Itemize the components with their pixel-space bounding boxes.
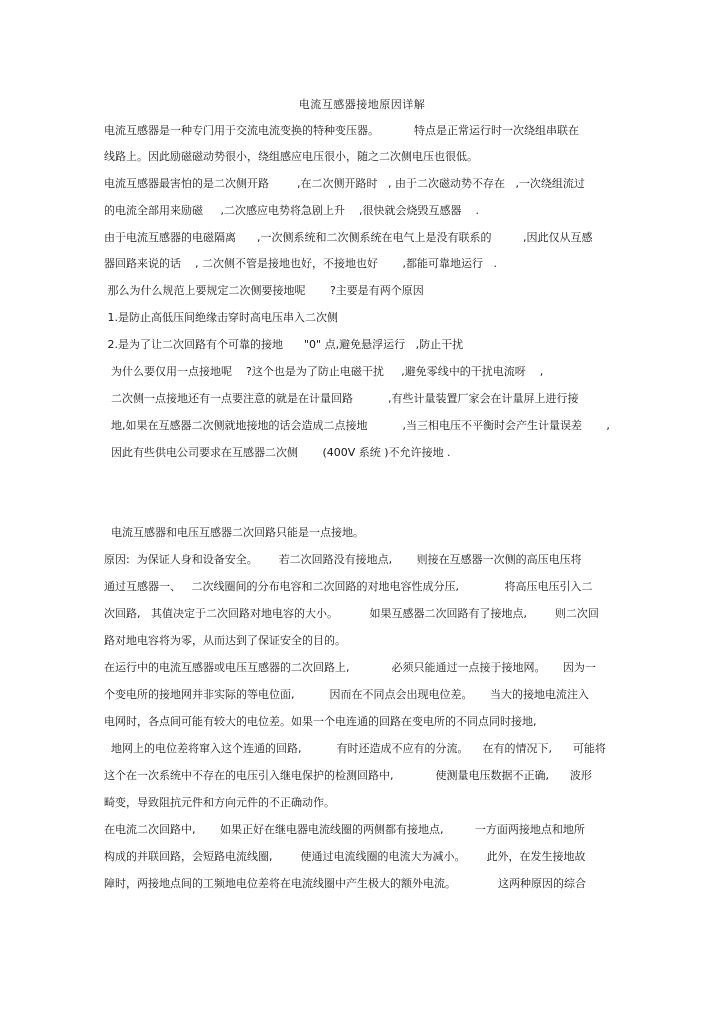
text-line: 畸变，导致阻抗元件和方向元件的不正确动作。 [104,796,335,809]
text-line: 这个在一次系统中不存在的电压引入继电保护的检测回路中, 使测量电压数据不正确, 波形 [104,769,592,782]
text-line: 地,如果在互感器二次侧就地接地的话会造成二点接地 ,当三相电压不平衡时会产生计量误差 , [104,419,610,432]
text-line: 路对地电容将为零，从而达到了保证安全的目的。 [104,634,346,647]
text-line: 电流互感器是一种专门用于交流电流变换的特种变压器。 特点是正常运行时一次绕组串联在 [104,124,579,137]
text-line: 通过互感器一、 二次线圈间的分布电容和二次回路的对地电容性成分压, 将高压电压引入二 [104,580,593,593]
text-line: 线路上。因此励磁磁动势很小，绕组感应电压很小，随之二次侧电压也很低。 [104,150,478,163]
text-line: 电流互感器和电压互感器二次回路只能是一点接地。 [104,526,364,539]
text-line: 在运行中的电流互感器或电压互感器的二次回路上, 必须只能通过一点接于接地网。 因为一 [104,661,596,674]
text-line: 地网上的电位差将窜入这个连通的回路, 有时还造成不应有的分流。 在有的情况下, 可能将 [104,742,606,755]
text-line: 那么为什么规范上要规定二次侧要接地呢 ?主要是有两个原因 [104,284,424,297]
text-line: 电网时，各点间可能有较大的电位差。如果一个电连通的回路在变电所的不同点同时接地, [104,715,537,728]
text-line: 电流互感器最害怕的是二次侧开路 ,在二次侧开路时 , 由于二次磁动势不存在 ,一次绕组流过 [104,177,585,190]
text-line: 1.是防止高低压间绝缘击穿时高电压串入二次侧 [104,311,338,324]
text-line: 为什么要仅用一点接地呢 ?这个也是为了防止电磁干扰 ,避免零线中的干扰电流呀 , [104,365,544,378]
text-line: 构成的并联回路，会短路电流线圈, 使通过电流线圈的电流大为减小。 此外，在发生接地故 [104,850,586,863]
text-line: 个变电所的接地网并非实际的等电位面, 因而在不同点会出现电位差。 当大的接地电流注入 [104,688,589,701]
text-line: 器回路来说的话 , 二次侧不管是接地也好，不接地也好 ,都能可靠地运行 . [104,257,497,270]
text-line: 原因: 为保证人身和设备安全。 若二次回路没有接地点, 则接在互感器一次侧的高压电压将 [104,553,582,566]
text-line: 因此有些供电公司要求在互感器二次侧 (400V 系统 )不允许接地 . [104,446,451,459]
text-line: 在电流二次回路中, 如果正好在继电器电流线圈的两侧都有接地点, 一方面两接地点和地所 [104,823,585,836]
document-title: 电流互感器接地原因详解 [298,98,426,111]
text-line: 2.是为了让二次回路有个可靠的接地 "0" 点,避免悬浮运行 ,防止干扰 [104,338,464,351]
text-line: 次回路, 其值决定于二次回路对地电容的大小。 如果互感器二次回路有了接地点, 则二次回 [104,607,599,620]
text-line: 二次侧一点接地还有一点要注意的就是在计量回路 ,有些计量装置厂家会在计量屏上进行接 [104,392,579,405]
text-line: 障时，两接地点间的工频地电位差将在电流线圈中产生极大的额外电流。 这两种原因的综合 [104,877,586,890]
text-line: 由于电流互感器的电磁隔离 ,一次侧系统和二次侧系统在电气上是没有联系的 ,因此仅从互感 [104,231,593,244]
text-line: 的电流全部用来励磁 ,二次感应电势将急剧上升 ,很快就会烧毁互感器 . [104,204,479,217]
